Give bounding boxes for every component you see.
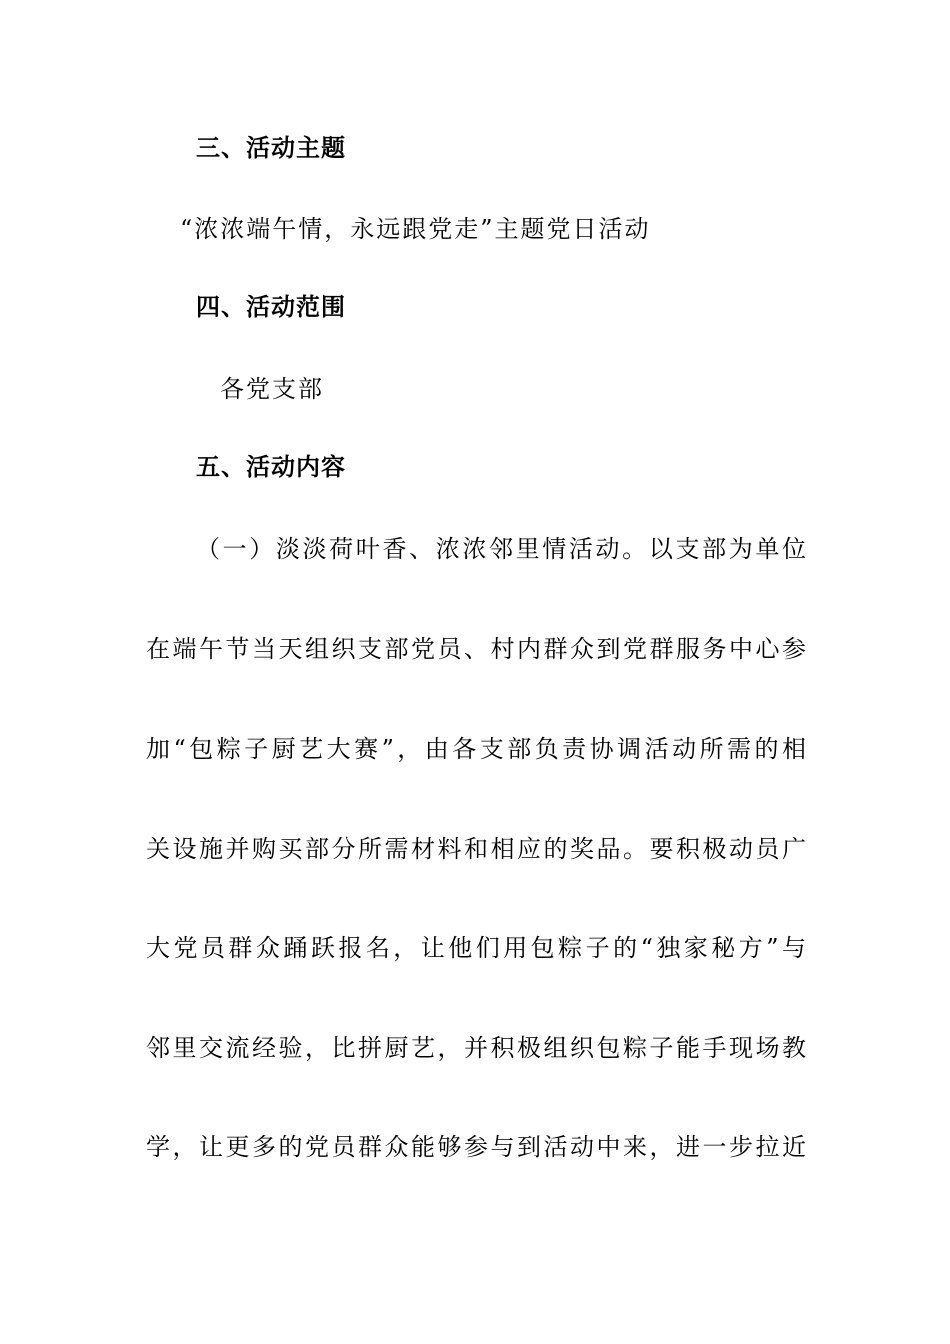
scope-text: 各党支部 [220, 375, 324, 403]
paragraph-line: 在端午节当天组织支部党员、村内群众到党群服务中心参 [146, 635, 806, 663]
paragraph-line: （一）淡淡荷叶香、浓浓邻里情活动。以支部为单位 [196, 535, 806, 563]
paragraph-line: 关设施并购买部分所需材料和相应的奖品。要积极动员广 [146, 835, 806, 863]
paragraph-line: 加“包粽子厨艺大赛”，由各支部负责协调活动所需的相 [146, 735, 806, 763]
section-heading-content: 五、活动内容 [196, 453, 346, 481]
theme-text: “浓浓端午情，永远跟党走”主题党日活动 [180, 215, 651, 243]
paragraph-line: 邻里交流经验，比拼厨艺，并积极组织包粽子能手现场教 [146, 1034, 806, 1062]
section-heading-theme: 三、活动主题 [196, 134, 346, 162]
paragraph-line: 大党员群众踊跃报名，让他们用包粽子的“独家秘方”与 [146, 934, 806, 962]
section-heading-scope: 四、活动范围 [196, 293, 346, 321]
paragraph-line: 学，让更多的党员群众能够参与到活动中来，进一步拉近 [146, 1133, 806, 1161]
